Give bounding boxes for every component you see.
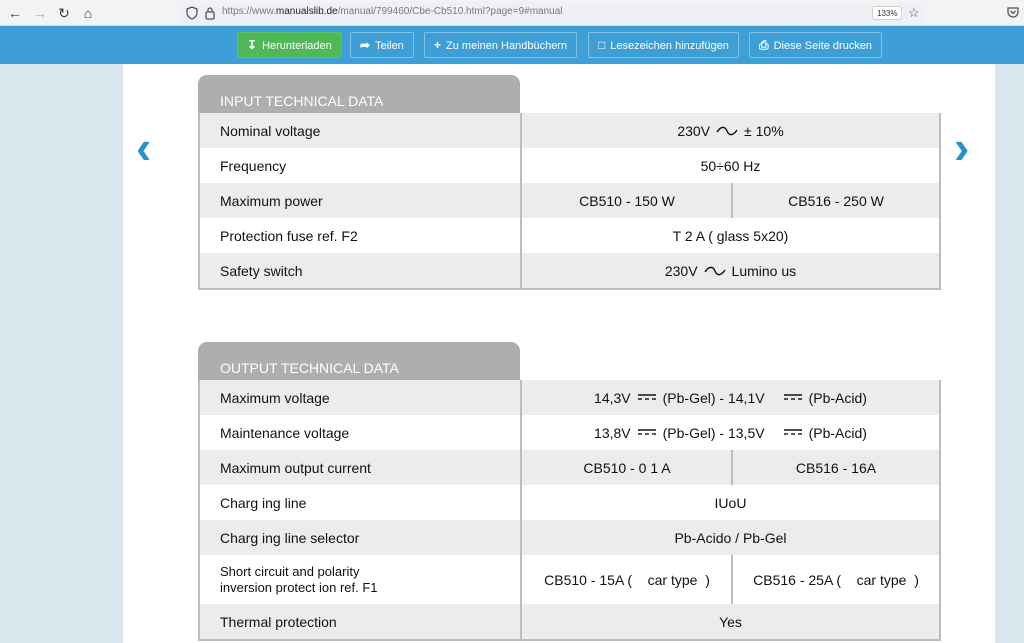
table-row [200,183,939,218]
row-label: Protection fuse ref. F2 [220,227,358,244]
lock-icon [204,6,216,20]
row-label: Thermal protection [220,613,337,630]
row-label: Frequency [220,157,287,174]
manual-toolbar [0,26,1024,64]
download-button[interactable]: ↧ Herunterladen [237,32,342,58]
dc-symbol-icon [783,428,803,438]
row-label: Maintenance voltage [220,424,350,441]
table-row [200,380,939,415]
row-label: Charg ing line [220,494,307,511]
row-value-cb510: CB510 - 0 1 A [583,459,671,476]
dc-symbol-icon [637,428,657,438]
row-label: Nominal voltage [220,122,321,139]
row-value: Yes [719,613,742,630]
forward-icon[interactable]: → [33,5,47,21]
row-label: Short circuit and polarity inversion protect ion ref. F1 [220,563,378,595]
row-label: Charg ing line selector [220,529,360,546]
row-label: Maximum voltage [220,389,330,406]
input-section-title: INPUT TECHNICAL DATA [198,75,520,113]
row-value: T 2 A ( glass 5x20) [672,227,789,244]
row-value-cb516: CB516 - 250 W [788,192,884,209]
download-icon: ↧ [247,38,258,52]
row-value: 230V ± 10% [677,122,784,139]
table-row [200,148,939,183]
address-bar[interactable] [178,2,926,24]
row-label: Safety switch [220,262,303,279]
table-row [200,604,939,639]
back-icon[interactable]: ← [8,5,22,21]
share-button[interactable]: ➦ Teilen [350,32,414,58]
row-value: IUoU [714,494,747,511]
table-row [200,253,939,288]
ac-symbol-icon [704,266,726,276]
input-table [198,113,941,290]
dc-symbol-icon [783,393,803,403]
row-value-cb516: CB516 - 16A [795,459,877,476]
shield-icon [186,6,198,20]
zoom-level[interactable]: 133% [872,6,902,20]
pocket-icon[interactable] [1006,5,1020,19]
table-row [200,555,939,604]
plus-icon: + [434,38,442,52]
table-row [200,113,939,148]
table-row [200,485,939,520]
row-value: 50÷60 Hz [700,157,761,174]
print-button[interactable]: ⎙ Diese Seite drucken [749,32,882,58]
table-row [200,450,939,485]
bookmark-star-icon[interactable]: ☆ [908,5,920,20]
prev-page-icon[interactable]: ‹ [136,121,152,173]
url-text[interactable]: https://www.manualslib.de/manual/799460/Cbe-Cb510.html?page=9#manual [222,6,563,17]
table-row [200,218,939,253]
output-table [198,380,941,641]
share-icon: ➦ [360,38,371,52]
print-icon: ⎙ [759,38,769,52]
dc-symbol-icon [637,393,657,403]
home-icon[interactable]: ⌂ [83,5,93,21]
table-row [200,520,939,555]
bookmark-button[interactable]: □ Lesezeichen hinzufügen [588,32,739,58]
bookmark-icon: □ [598,38,606,52]
table-row [200,415,939,450]
output-section-title: OUTPUT TECHNICAL DATA [198,342,520,380]
reload-icon[interactable]: ↻ [58,5,70,21]
row-value: 230V Lumino us [664,262,797,279]
row-value: 14,3V (Pb-Gel) - 14,1V (Pb-Acid) [594,389,867,406]
row-label: Maximum power [220,192,323,209]
row-value-cb510: CB510 - 15A ( car type ) [544,571,710,588]
row-value: Pb-Acido / Pb-Gel [674,529,787,546]
next-page-icon[interactable]: › [954,121,970,173]
ac-symbol-icon [716,126,738,136]
browser-toolbar [0,0,1024,26]
row-value: 13,8V (Pb-Gel) - 13,5V (Pb-Acid) [594,424,867,441]
row-value-cb516: CB516 - 25A ( car type ) [753,571,919,588]
add-to-manuals-button[interactable]: + Zu meinen Handbüchern [424,32,577,58]
row-label: Maximum output current [220,459,371,476]
row-value-cb510: CB510 - 150 W [579,192,675,209]
